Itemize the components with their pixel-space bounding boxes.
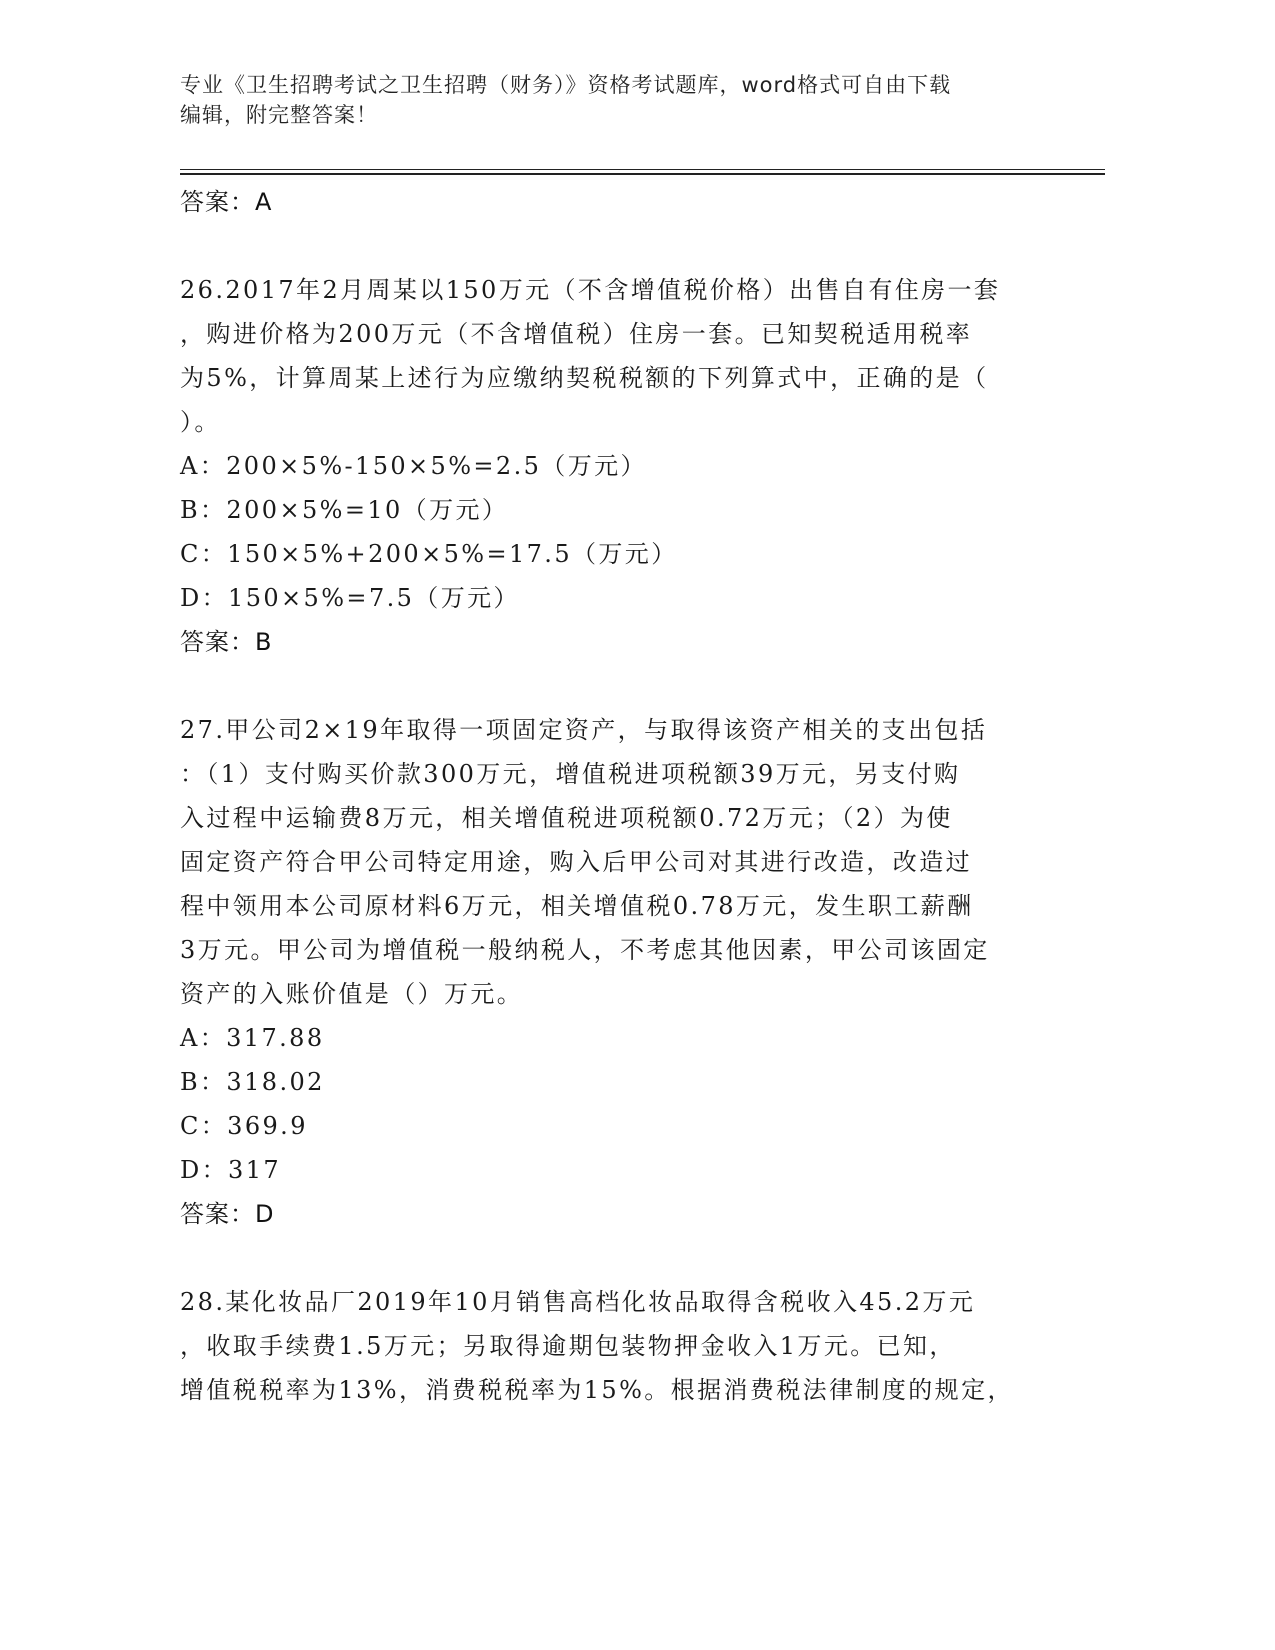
answer-26: 答案：B (180, 628, 273, 656)
question-stem-line: 27.甲公司2×19年取得一项固定资产，与取得该资产相关的支出包括 (180, 716, 988, 744)
question-stem-line: 为5%，计算周某上述行为应缴纳契税税额的下列算式中，正确的是（ (180, 364, 989, 392)
option-a: A：200×5%-150×5%=2.5（万元） (180, 452, 647, 480)
question-stem-line: 26.2017年2月周某以150万元（不含增值税价格）出售自有住房一套 (180, 276, 1001, 304)
option-b: B：318.02 (180, 1068, 325, 1096)
header-rule-thin (180, 169, 1105, 170)
question-list (180, 180, 1040, 1412)
question-27 (180, 708, 1040, 1236)
header-rule-thick (180, 173, 1105, 175)
option-c: C：150×5%+200×5%=17.5（万元） (180, 540, 678, 568)
question-stem-line: 固定资产符合甲公司特定用途，购入后甲公司对其进行改造，改造过 (180, 848, 972, 876)
option-b: B：200×5%=10（万元） (180, 496, 509, 524)
option-d: D：317 (180, 1156, 282, 1184)
option-a: A：317.88 (180, 1024, 325, 1052)
page-header (180, 70, 1040, 130)
answer-27: 答案：D (180, 1200, 275, 1228)
question-stem-line: ，收取手续费1.5万元；另取得逾期包装物押金收入1万元。已知， (180, 1332, 956, 1360)
previous-answer: 答案：A (180, 188, 273, 216)
question-stem-line: ）。 (180, 408, 221, 436)
question-stem-line: 增值税税率为13%，消费税税率为15%。根据消费税法律制度的规定， (180, 1376, 1014, 1404)
question-stem-line: 资产的入账价值是（）万元。 (180, 980, 524, 1008)
question-stem-line: 程中领用本公司原材料6万元，相关增值税0.78万元，发生职工薪酬 (180, 892, 974, 920)
header-line-2: 编辑，附完整答案！ (180, 103, 378, 127)
header-line-1: 专业《卫生招聘考试之卫生招聘（财务）》资格考试题库，word格式可自由下载 (180, 73, 952, 97)
question-28 (180, 1280, 1040, 1412)
question-stem-line: 28.某化妆品厂2019年10月销售高档化妆品取得含税收入45.2万元 (180, 1288, 976, 1316)
option-d: D：150×5%=7.5（万元） (180, 584, 520, 612)
option-c: C：369.9 (180, 1112, 308, 1140)
question-stem-line: ，购进价格为200万元（不含增值税）住房一套。已知契税适用税率 (180, 320, 973, 348)
question-stem-line: 3万元。甲公司为增值税一般纳税人，不考虑其他因素，甲公司该固定 (180, 936, 990, 964)
question-stem-line: 入过程中运输费8万元，相关增值税进项税额0.72万元；（2）为使 (180, 804, 953, 832)
question-26 (180, 268, 1040, 664)
question-stem-line: ：（1）支付购买价款300万元，增值税进项税额39万元，另支付购 (180, 760, 961, 788)
